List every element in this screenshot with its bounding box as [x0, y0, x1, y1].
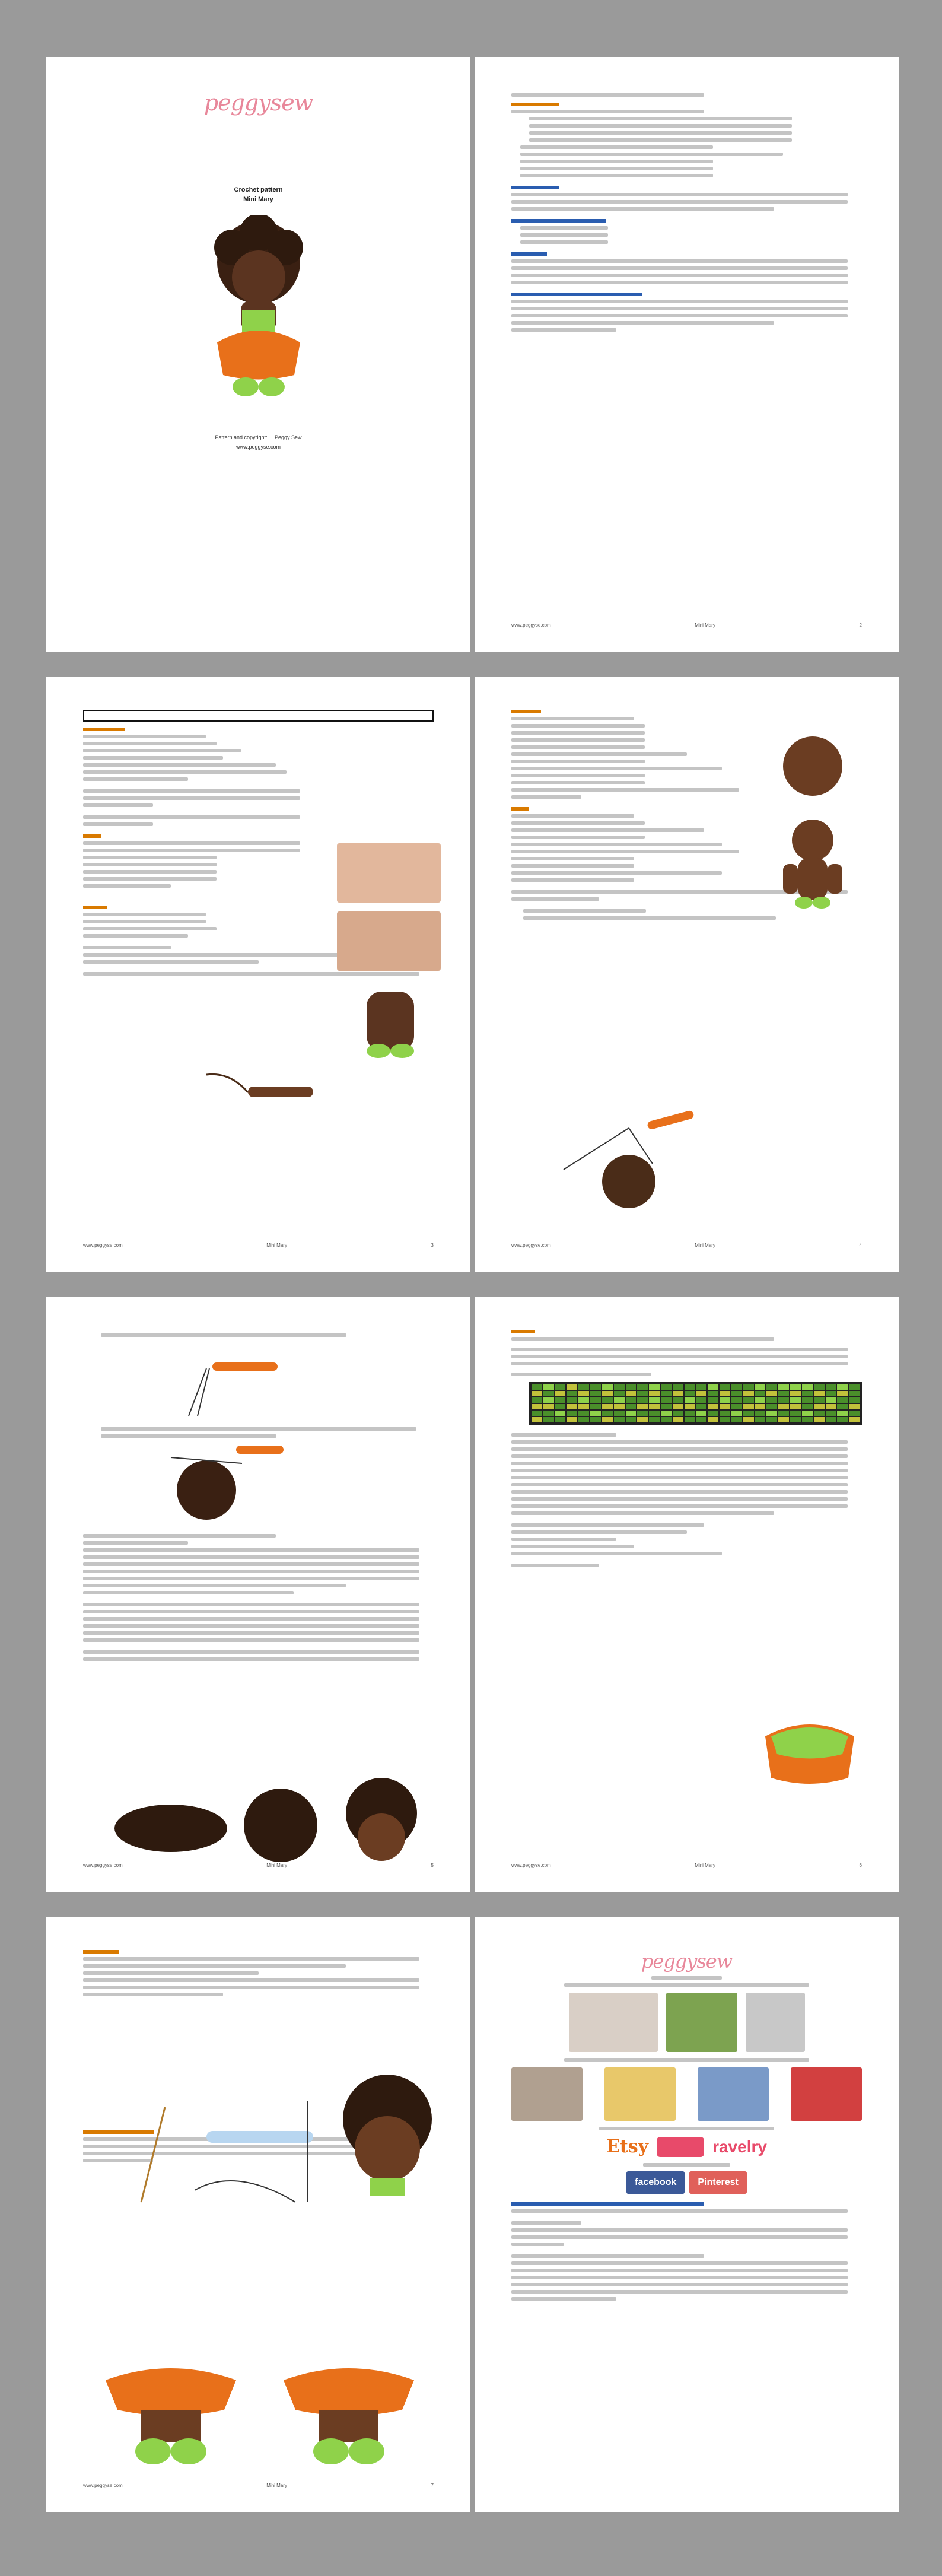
brand-logo: peggysew	[203, 90, 313, 116]
page-5	[46, 1297, 470, 1892]
photo-doll-hair	[331, 2072, 444, 2202]
page-4	[475, 677, 899, 1272]
product-thumb-4[interactable]	[511, 2067, 583, 2121]
page-footer: www.peggyse.com Mini Mary 5	[83, 1863, 434, 1868]
page-footer: www.peggyse.com Mini Mary 2	[511, 622, 862, 628]
photo-legs-2	[278, 2356, 420, 2469]
colorwork-chart	[529, 1382, 862, 1425]
photo-doll-body	[774, 817, 851, 917]
photo-hair-3	[337, 1778, 426, 1867]
site-text: www.peggyse.com	[236, 444, 281, 450]
product-thumb-1[interactable]	[569, 1993, 658, 2052]
copyright-text: Pattern and copyright: ... Peggy Sew	[215, 434, 302, 440]
photo-eyes-2	[337, 911, 441, 971]
photo-legs-1	[100, 2356, 242, 2469]
photo-hair-1	[112, 1796, 230, 1855]
page-footer: www.peggyse.com Mini Mary 3	[83, 1243, 434, 1248]
photo-nose	[546, 1104, 700, 1217]
pinterest-link[interactable]: Pinterest	[689, 2171, 746, 2194]
product-thumb-6[interactable]	[698, 2067, 769, 2121]
page-footer: www.peggyse.com Mini Mary 7	[83, 2483, 434, 2488]
ravelry-link[interactable]: ravelry	[712, 2137, 767, 2156]
product-thumb-3[interactable]	[746, 1993, 805, 2052]
brand-logo-back: peggysew	[641, 1950, 733, 1973]
product-thumb-5[interactable]	[604, 2067, 676, 2121]
page-footer: www.peggyse.com Mini Mary 6	[511, 1863, 862, 1868]
photo-eyes-1	[337, 843, 441, 903]
page-footer: www.peggyse.com Mini Mary 4	[511, 1243, 862, 1248]
etsy-link[interactable]: Etsy	[606, 2136, 649, 2157]
photo-head	[780, 733, 845, 799]
cover-subtitle: Mini Mary	[243, 196, 273, 203]
cover-title: Crochet pattern	[234, 186, 283, 193]
product-thumb-7[interactable]	[791, 2067, 862, 2121]
product-thumb-2[interactable]	[666, 1993, 737, 2052]
photo-needle-1	[165, 1357, 284, 1422]
section-box	[83, 710, 434, 722]
photo-body	[361, 986, 420, 1063]
doll-photo	[176, 215, 342, 411]
photo-hair-2	[239, 1784, 322, 1867]
photo-needle-2	[153, 1434, 289, 1523]
page-3	[46, 677, 470, 1272]
photo-arm	[206, 1069, 325, 1104]
page-1	[46, 57, 470, 652]
photo-skirt	[753, 1713, 866, 1790]
page-6	[475, 1297, 899, 1892]
page-8	[475, 1917, 899, 2512]
shop-badge[interactable]	[657, 2137, 704, 2157]
page-2	[475, 57, 899, 652]
facebook-link[interactable]: facebook	[626, 2171, 685, 2194]
page-7	[46, 1917, 470, 2512]
photo-tools	[117, 2095, 319, 2208]
